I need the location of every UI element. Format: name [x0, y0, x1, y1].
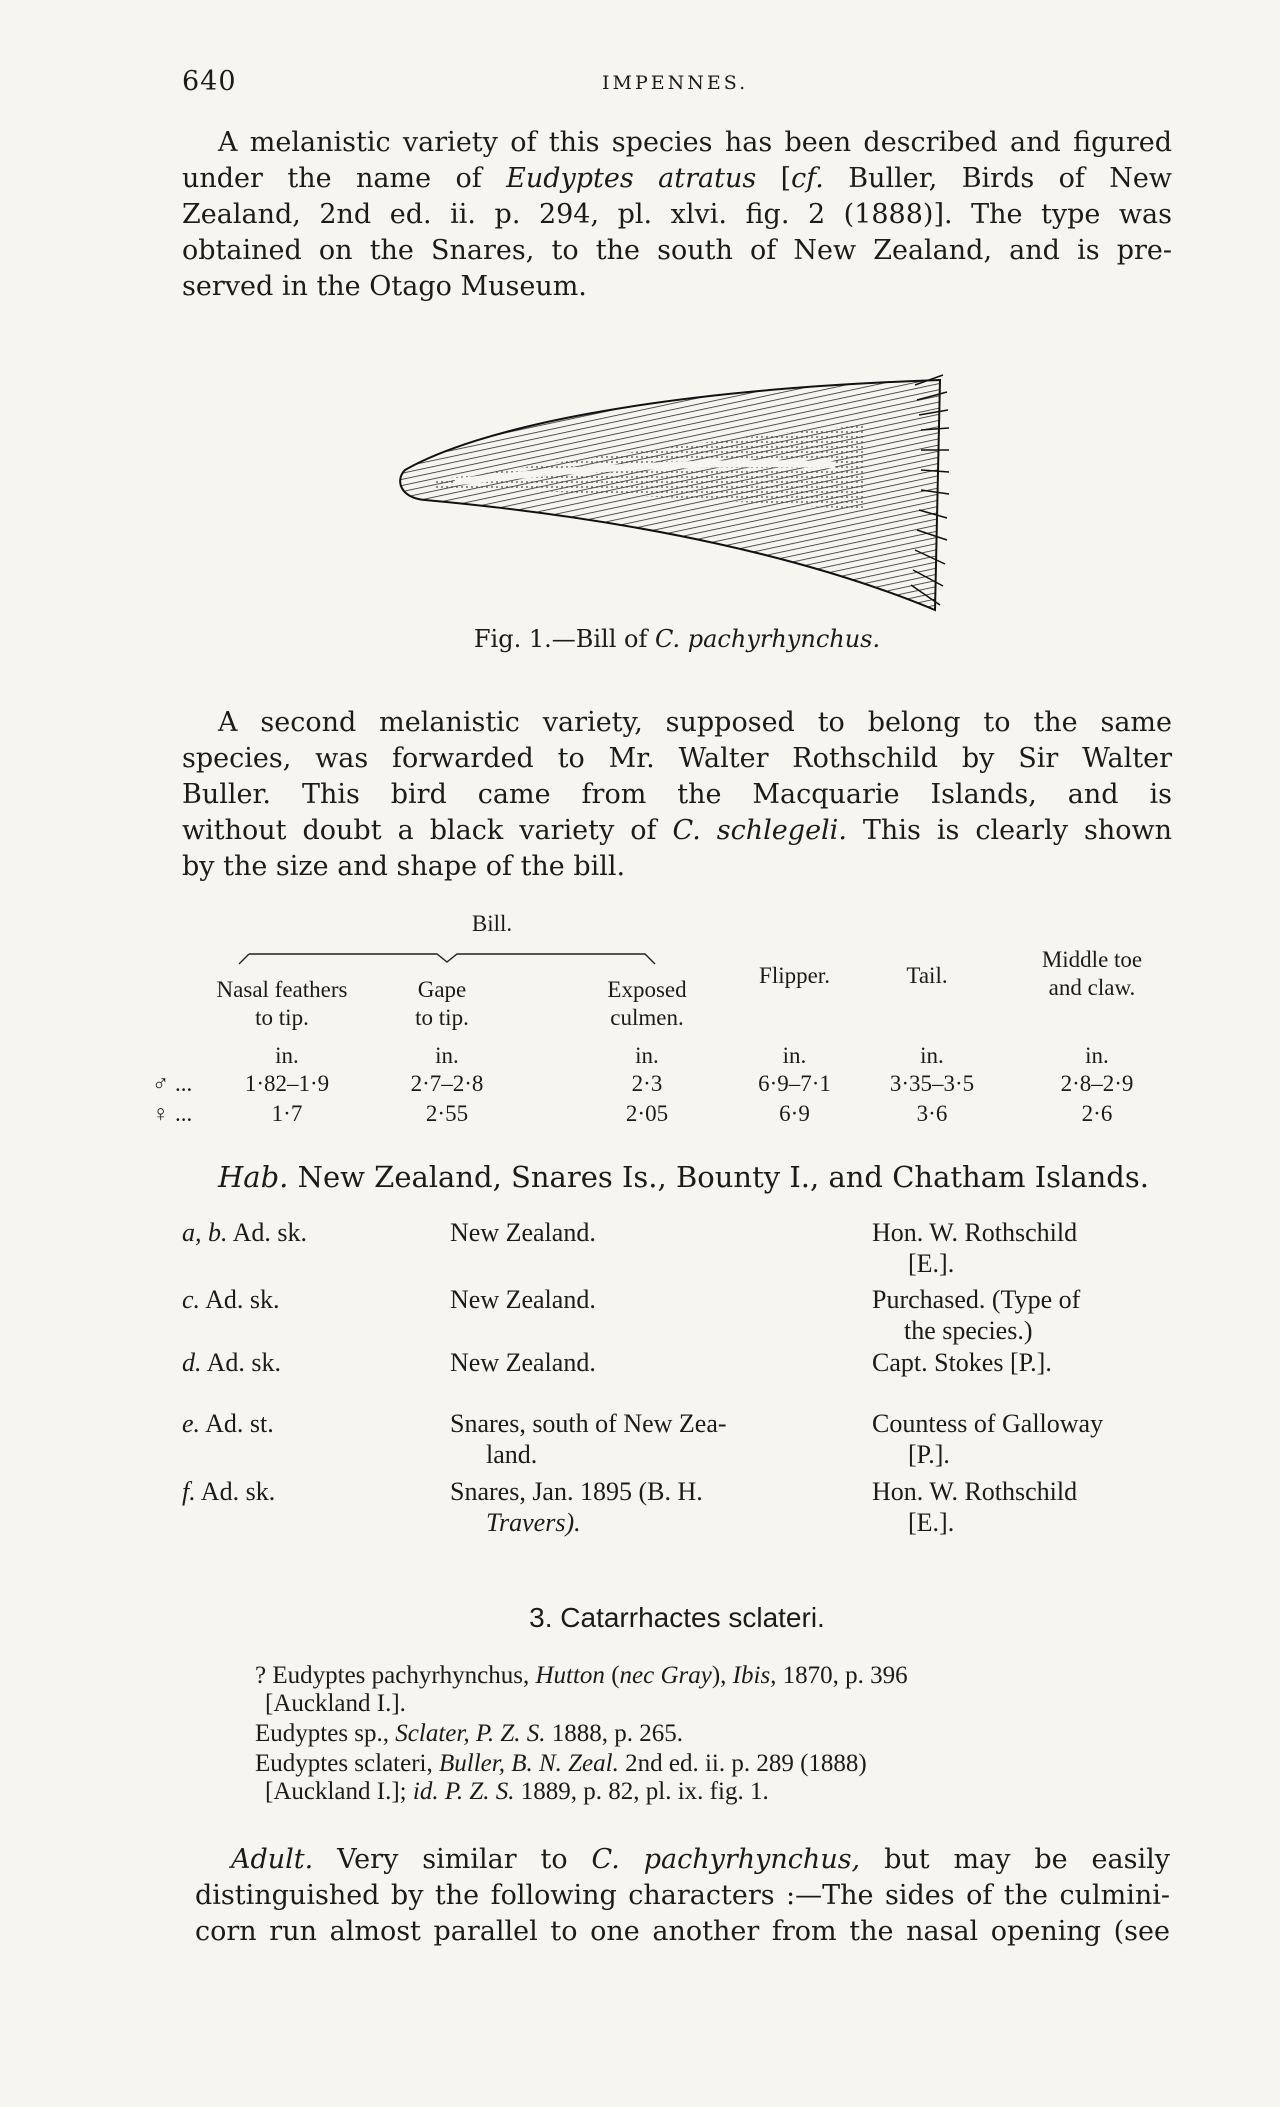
- unit-label: in.: [275, 1043, 299, 1068]
- table-cell: 6·9–7·1: [758, 1071, 831, 1096]
- specimen-source: Hon. W. Rothschild [E.].: [872, 1477, 1078, 1537]
- col-header-tail: Tail.: [906, 963, 948, 988]
- specimen-id: c. Ad. sk.: [182, 1285, 280, 1314]
- unit-label: in.: [1085, 1043, 1109, 1068]
- unit-label: in.: [782, 1043, 807, 1068]
- text-line: Buller. This bird came from the Macquarie Islands, and is: [182, 779, 1172, 810]
- unit-label: in.: [920, 1043, 944, 1068]
- text-line: Adult. Very similar to C. pachyrhynchus, but may be easily: [231, 1844, 1170, 1875]
- unit-label: in.: [435, 1043, 459, 1068]
- figure-caption: Fig. 1.—Bill of C. pachyrhynchus.: [473, 625, 881, 653]
- specimen-source: Countess of Galloway [P.].: [872, 1409, 1104, 1469]
- text-line: obtained on the Snares, to the south of New Zealand, and is pre-: [182, 235, 1172, 266]
- paragraph-second-variety: [182, 705, 1172, 885]
- bill-illustration: [395, 370, 955, 620]
- text-line: Zealand, 2nd ed. ii. p. 294, pl. xlvi. fig. 2 (1888)]. The type was: [182, 199, 1172, 230]
- table-cell: 2·6: [1081, 1101, 1113, 1126]
- text-line: A second melanistic variety, supposed to belong to the same: [218, 707, 1172, 738]
- table-cell: 3·35–3·5: [889, 1071, 975, 1096]
- specimen-id: d. Ad. sk.: [182, 1348, 281, 1377]
- col-header-flipper: Flipper.: [759, 963, 830, 988]
- specimen-locality: New Zealand.: [450, 1285, 596, 1314]
- measurements-table: [152, 910, 1172, 1150]
- paragraph-melanistic-variety: [182, 125, 1172, 305]
- specimen-source: Hon. W. Rothschild [E.].: [872, 1218, 1078, 1278]
- text-line: served in the Otago Museum.: [182, 271, 587, 302]
- paragraph-adult-description: [195, 1842, 1170, 1950]
- species-heading: 3. Catarrhactes sclateri.: [529, 1602, 825, 1633]
- text-line: corn run almost parallel to one another from the nasal opening (see: [195, 1916, 1170, 1947]
- page-number: 640: [182, 66, 237, 97]
- col-header-nasal: Nasal feathers to tip.: [216, 977, 348, 1030]
- running-head: IMPENNES.: [602, 72, 749, 94]
- specimen-locality: Snares, Jan. 1895 (B. H. Travers).: [450, 1477, 703, 1537]
- table-cell: 2·55: [425, 1101, 469, 1126]
- text-line: species, was forwarded to Mr. Walter Rothschild by Sir Walter: [182, 743, 1172, 774]
- page-header: [182, 66, 1172, 106]
- table-cell: 1·82–1·9: [244, 1071, 330, 1096]
- habitat-label: Hab.: [218, 1160, 289, 1194]
- specimen-source: Purchased. (Type of the species.): [872, 1285, 1081, 1345]
- col-header-gape: Gape to tip.: [415, 977, 469, 1030]
- table-cell: 2·8–2·9: [1060, 1071, 1134, 1096]
- text-line: without doubt a black variety of C. schlegeli. This is clearly shown: [182, 815, 1173, 846]
- table-cell: 2·05: [625, 1101, 669, 1126]
- specimen-locality: New Zealand.: [450, 1218, 596, 1247]
- specimen-locality: Snares, south of New Zea- land.: [450, 1409, 727, 1469]
- specimen-id: a, b. Ad. sk.: [182, 1218, 307, 1247]
- table-cell: 2·3: [631, 1071, 663, 1096]
- habitat-line: Hab. New Zealand, Snares Is., Bounty I., and Chatham Islands.: [218, 1160, 1149, 1194]
- text-line: A melanistic variety of this species has been described and figured: [218, 127, 1172, 158]
- synonym-entry: Eudyptes sclateri, Buller, B. N. Zeal. 2nd ed. ii. p. 289 (1888) [Auckland I.]; id. P. Z. S. 1889, p. 82, pl. ix. fig. 1.: [255, 1750, 867, 1805]
- text-line: by the size and shape of the bill.: [182, 851, 626, 882]
- specimen-source: Capt. Stokes [P.].: [872, 1348, 1052, 1377]
- table-cell: 6·9: [779, 1101, 810, 1126]
- unit-label: in.: [635, 1043, 659, 1068]
- synonym-entry: ? Eudyptes pachyrhynchus, Hutton (nec Gray), Ibis, 1870, p. 396 [Auckland I.].: [255, 1662, 908, 1717]
- col-header-toe: Middle toe and claw.: [1041, 947, 1143, 1000]
- bill-group-label: Bill.: [471, 911, 513, 936]
- male-row-label: ♂ ...: [152, 1071, 193, 1096]
- specimen-id: e. Ad. st.: [182, 1409, 274, 1438]
- specimen-id: f. Ad. sk.: [182, 1477, 276, 1506]
- female-row-label: ♀ ...: [152, 1101, 193, 1126]
- text-line: under the name of Eudyptes atratus [cf. Buller, Birds of New: [182, 163, 1173, 194]
- specimen-locality: New Zealand.: [450, 1348, 596, 1377]
- table-cell: 3·6: [916, 1101, 948, 1126]
- text-line: distinguished by the following characters :—The sides of the culmini-: [195, 1880, 1170, 1911]
- synonym-entry: Eudyptes sp., Sclater, P. Z. S. 1888, p. 265.: [255, 1720, 684, 1747]
- bill-brace: [237, 952, 657, 968]
- col-header-culmen: Exposed culmen.: [607, 977, 687, 1030]
- table-cell: 2·7–2·8: [410, 1071, 484, 1096]
- table-cell: 1·7: [271, 1101, 303, 1126]
